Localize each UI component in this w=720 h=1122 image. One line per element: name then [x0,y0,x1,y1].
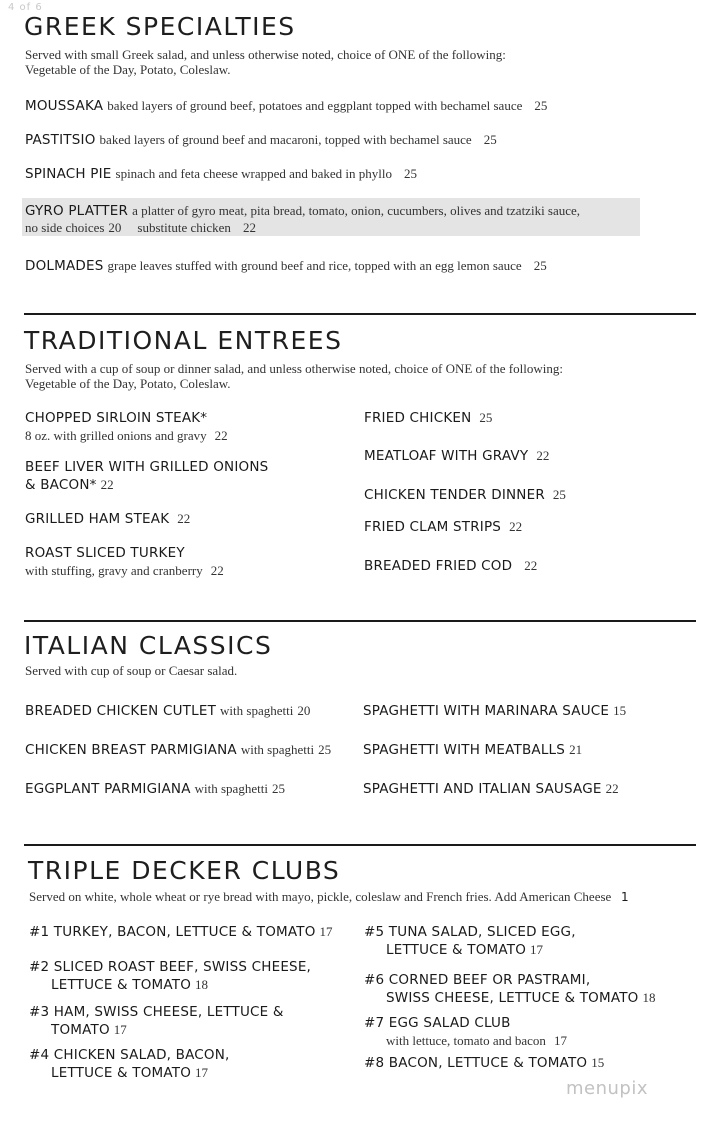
page-badge: 4 of 6 [8,2,43,13]
item-price: 20 [108,220,122,235]
item-name: FRIED CLAM STRIPS [364,519,502,535]
menu-item-breaded-chicken-cutlet [25,702,310,720]
item-price: 17 [195,1065,209,1080]
menu-item-fried-chicken [364,409,492,427]
menu-item-chopped-sirloin [25,409,228,445]
item-name-line2: & BACON* [25,477,97,493]
item-name: #6 CORNED BEEF OR PASTRAMI, [364,972,591,988]
item-price: 25 [534,98,548,113]
item-price: 15 [613,703,627,718]
item-name: #7 EGG SALAD CLUB [364,1015,511,1031]
item-name-line2: LETTUCE & TOMATO [386,942,527,958]
item-name: GYRO PLATTER [25,203,129,219]
menu-item-club-3 [29,1003,284,1039]
menu-item-club-8 [364,1054,604,1072]
item-name: EGGPLANT PARMIGIANA [25,781,191,797]
greek-section-title: GREEK SPECIALTIES [24,12,296,41]
menu-item-spaghetti-marinara [363,702,626,720]
item-name: MOUSSAKA [25,98,104,114]
menu-item-roast-turkey [25,544,224,580]
item-price: 22 [605,781,619,796]
italian-note: Served with cup of soup or Caesar salad. [25,663,238,678]
greek-note-line2: Vegetable of the Day, Potato, Coleslaw. [25,62,231,77]
item-price: 25 [479,410,493,425]
item-name-line2: TOMATO [51,1022,110,1038]
item-desc: 8 oz. with grilled onions and gravy [25,428,207,443]
item-name: BEEF LIVER WITH GRILLED ONIONS [25,459,269,475]
item-price: 25 [318,742,332,757]
menu-item-club-2 [29,958,311,994]
item-price: 22 [100,477,114,492]
menu-item-club-1 [29,923,333,941]
item-desc: with lettuce, tomato and bacon [386,1033,546,1048]
item-desc: baked layers of ground beef and macaroni, topped with bechamel sauce [99,132,472,147]
italian-section-title: ITALIAN CLASSICS [24,631,273,660]
menu-item-club-4 [29,1046,230,1082]
item-name: CHICKEN BREAST PARMIGIANA [25,742,237,758]
item-price: 18 [642,990,656,1005]
item-name: SPAGHETTI WITH MARINARA SAUCE [363,703,610,719]
item-desc: with spaghetti [240,742,315,757]
item-price: 18 [195,977,209,992]
clubs-note [29,889,629,905]
item-name: CHICKEN TENDER DINNER [364,487,545,503]
item-name: #1 TURKEY, BACON, LETTUCE & TOMATO [29,924,316,940]
item-price: 25 [483,132,497,147]
menu-item-gyro-platter [25,202,580,220]
item-price: 22 [536,448,550,463]
item-name: #8 BACON, LETTUCE & TOMATO [364,1055,588,1071]
item-name-line2: LETTUCE & TOMATO [51,977,192,993]
section-divider [24,620,696,622]
item-desc: baked layers of ground beef, potatoes and eggplant topped with bechamel sauce [107,98,523,113]
menu-item-moussaka [25,97,547,115]
item-name: ROAST SLICED TURKEY [25,545,185,561]
menu-item-fried-cod [364,557,537,575]
menu-item-gyro-platter-line2 [25,219,256,237]
item-price: 22 [509,519,523,534]
menu-item-eggplant-parmigiana [25,780,285,798]
menu-item-club-5 [364,923,576,959]
item-price: 22 [524,558,538,573]
item-price: 22 [210,563,224,578]
item-price: 21 [569,742,583,757]
menu-item-chicken-parmigiana [25,741,331,759]
item-name: #3 HAM, SWISS CHEESE, LETTUCE & [29,1004,284,1020]
clubs-note-text: Served on white, whole wheat or rye bread with mayo, pickle, coleslaw and French fries. Add American Cheese [29,889,612,904]
item-name: FRIED CHICKEN [364,410,472,426]
item-desc: spinach and feta cheese wrapped and baked in phyllo [115,166,393,181]
section-divider [24,844,696,846]
item-name: PASTITSIO [25,132,96,148]
item-name: #4 CHICKEN SALAD, BACON, [29,1047,230,1063]
traditional-note-line1: Served with a cup of soup or dinner salad, and unless otherwise noted, choice of ONE of the following: [25,361,563,376]
item-price: 25 [533,258,547,273]
item-extra: substitute chicken [137,220,231,235]
item-price: 22 [177,511,191,526]
item-price: 20 [297,703,311,718]
item-name: SPAGHETTI WITH MEATBALLS [363,742,566,758]
menu-item-spaghetti-meatballs [363,741,582,759]
item-desc: no side choices [25,220,105,235]
menu-item-dolmades [25,257,547,275]
section-divider [24,313,696,315]
item-name: DOLMADES [25,258,104,274]
menu-item-meatloaf [364,447,549,465]
item-name: SPAGHETTI AND ITALIAN SAUSAGE [363,781,602,797]
item-price: 25 [552,487,566,502]
item-name: CHOPPED SIRLOIN STEAK* [25,410,208,426]
item-price: 17 [553,1033,567,1048]
menu-item-chicken-tender [364,486,566,504]
menu-item-pastitsio [25,131,497,149]
item-name: BREADED FRIED COD [364,558,513,574]
traditional-note-line2: Vegetable of the Day, Potato, Coleslaw. [25,376,231,391]
item-price: 17 [113,1022,127,1037]
item-name: BREADED CHICKEN CUTLET [25,703,217,719]
item-name: #2 SLICED ROAST BEEF, SWISS CHEESE, [29,959,312,975]
menu-item-grilled-ham [25,510,190,528]
item-desc: a platter of gyro meat, pita bread, tomato, onion, cucumbers, olives and tzatziki sauce, [132,203,581,218]
item-name: MEATLOAF WITH GRAVY [364,448,529,464]
item-name: #5 TUNA SALAD, SLICED EGG, [364,924,576,940]
item-desc: with stuffing, gravy and cranberry [25,563,203,578]
item-price: 25 [271,781,285,796]
clubs-section-title: TRIPLE DECKER CLUBS [28,856,341,885]
menu-item-beef-liver [25,458,268,494]
menu-item-fried-clam [364,518,522,536]
item-name: SPINACH PIE [25,166,112,182]
item-name: GRILLED HAM STEAK [25,511,170,527]
traditional-section-title: TRADITIONAL ENTREES [24,326,343,355]
menu-item-spaghetti-sausage [363,780,619,798]
item-price: 22 [214,428,228,443]
menu-item-spinach-pie [25,165,417,183]
item-desc: grape leaves stuffed with ground beef and rice, topped with an egg lemon sauce [107,258,522,273]
item-name-line2: SWISS CHEESE, LETTUCE & TOMATO [386,990,639,1006]
menu-item-club-6 [364,971,655,1007]
item-extra-price: 22 [242,220,256,235]
item-name-line2: LETTUCE & TOMATO [51,1065,192,1081]
item-price: 17 [530,942,544,957]
clubs-note-price: 1 [621,890,629,904]
item-price: 17 [319,924,333,939]
menupix-watermark: menupix [566,1078,649,1099]
item-price: 25 [404,166,418,181]
menu-item-club-7 [364,1014,567,1050]
item-price: 15 [591,1055,605,1070]
item-desc: with spaghetti [220,703,294,718]
item-desc: with spaghetti [194,781,268,796]
greek-note-line1: Served with small Greek salad, and unless otherwise noted, choice of ONE of the following: [25,47,506,62]
